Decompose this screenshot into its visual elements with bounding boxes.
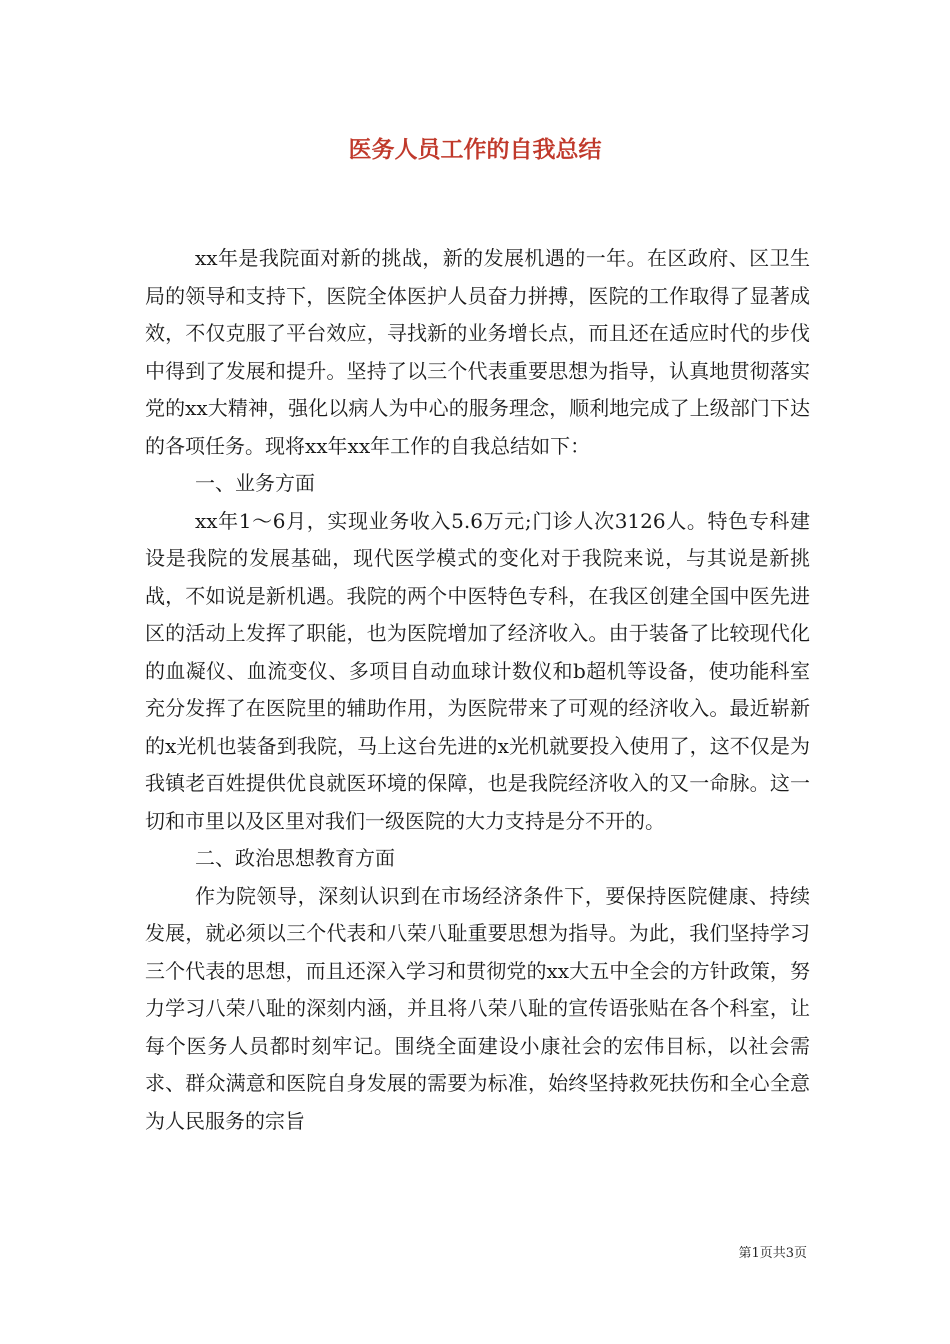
paragraph-intro: xx年是我院面对新的挑战，新的发展机遇的一年。在区政府、区卫生局的领导和支持下，医院全体医护人员奋力拼搏，医院的工作取得了显著成效，不仅克服了平台效应，寻找新的业务增长点，而且还在适应时代的步伐中得到了发展和提升。坚持了以三个代表重要思想为指导，认真地贯彻落实党的xx大精神，强化以病人为中心的服务理念，顺利地完成了上级部门下达的各项任务。现将xx年xx年工作的自我总结如下： [145,246,810,458]
document-body [145,240,810,1140]
paragraph-politics: 作为院领导，深刻认识到在市场经济条件下，要保持医院健康、持续发展，就必须以三个代表和八荣八耻重要思想为指导。为此，我们坚持学习三个代表的思想，而且还深入学习和贯彻党的xx大五中全会的方针政策，努力学习八荣八耻的深刻内涵，并且将八荣八耻的宣传语张贴在各个科室，让每个医务人员都时刻牢记。围绕全面建设小康社会的宏伟目标，以社会需求、群众满意和医院自身发展的需要为标准，始终坚持救死扶伤和全心全意为人民服务的宗旨 [145,883,810,1133]
page-number: 第1页共3页 [738,1246,807,1261]
section-heading-business: 一、业务方面 [195,471,315,495]
paragraph-business: xx年1～6月，实现业务收入5.6万元;门诊人次3126人。特色专科建设是我院的发展基础，现代医学模式的变化对于我院来说，与其说是新挑战，不如说是新机遇。我院的两个中医特色专科，在我区创建全国中医先进区的活动上发挥了职能，也为医院增加了经济收入。由于装备了比较现代化的血凝仪、血流变仪、多项目自动血球计数仪和b超机等设备，使功能科室充分发挥了在医院里的辅助作用，为医院带来了可观的经济收入。最近崭新的x光机也装备到我院，马上这台先进的x光机就要投入使用了，这不仅是为我镇老百姓提供优良就医环境的保障，也是我院经济收入的又一命脉。这一切和市里以及区里对我们一级医院的大力支持是分不开的。 [145,508,810,833]
page-title: 医务人员工作的自我总结 [348,136,602,163]
section-heading-politics: 二、政治思想教育方面 [195,846,395,870]
